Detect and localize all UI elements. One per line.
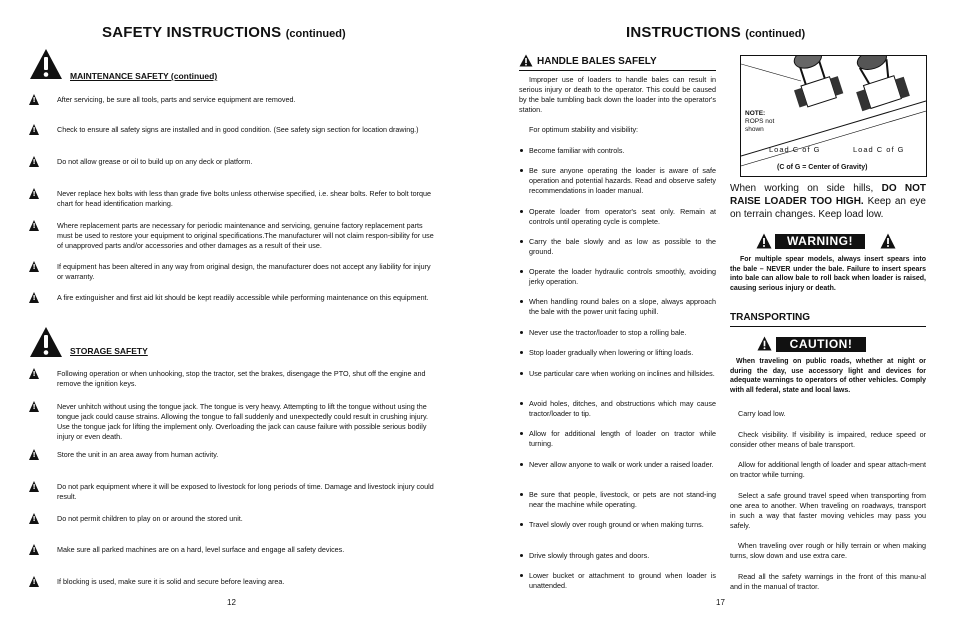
bullet-dot (520, 300, 523, 303)
bullet-dot (520, 331, 523, 334)
handle-bales-bullet: Carry the bale slowly and as low as possible to the ground. (529, 237, 716, 256)
loader-figure (740, 55, 927, 177)
handle-bales-bullet: When handling round bales on a slope, always approach the bale with the power unit facing uphill. (529, 297, 716, 316)
bullet-dot (520, 493, 523, 496)
storage-item: If blocking is used, make sure it is solid and secure before leaving area. (57, 577, 285, 586)
figure-caption: (C of G = Center of Gravity) (777, 164, 868, 171)
caution-label: CAUTION! (776, 337, 866, 352)
maintenance-item: If equipment has been altered in any way from original design, the manufacturer does not accept any liability for injury or warranty. (57, 262, 431, 281)
figure-load-cg-left: Load C of G (769, 145, 821, 154)
warning-triangle-icon (519, 54, 533, 67)
warning-sign-icon (29, 94, 39, 105)
transport-paragraph: Allow for additional length of loader and spear attach-ment on tractor while turning. (730, 460, 926, 479)
storage-item: Make sure all parked machines are on a hard, level surface and engage all safety devices. (57, 545, 345, 554)
transport-paragraph: Select a safe ground travel speed when transporting from one area to another. When traveling on roadways, transport in such a way that faster moving vehicles may pass you safely. (730, 491, 926, 530)
left-page-title: SAFETY INSTRUCTIONS (continued) (102, 24, 346, 41)
bullet-dot (520, 240, 523, 243)
transport-paragraph: Carry load low. (738, 409, 786, 418)
maintenance-safety-heading: MAINTENANCE SAFETY (continued) (70, 71, 218, 81)
handle-bales-bullet: Travel slowly over rough ground or when making turns. (529, 520, 704, 529)
storage-item: Do not permit children to play on or around the stored unit. (57, 514, 243, 523)
warning-label: WARNING! (775, 234, 865, 249)
handle-bales-intro-2: For optimum stability and visibility: (529, 125, 639, 134)
storage-safety-heading: STORAGE SAFETY (70, 346, 148, 356)
warning-sign-icon (29, 292, 39, 303)
warning-sign-icon (29, 368, 39, 379)
storage-item: Following operation or when unhooking, stop the tractor, set the brakes, disengage the PTO, shut off the engine and remove the ignition keys. (57, 369, 426, 388)
bullet-dot (520, 149, 523, 152)
figure-note: NOTE: ROPS not shown (745, 110, 775, 133)
handle-bales-bullet: Use particular care when working on inclines and hillsides. (529, 369, 715, 378)
handle-bales-bullet: Drive slowly through gates and doors. (529, 551, 650, 560)
handle-bales-bullet: Operate loader from operator's seat only. Remain at controls until operating cycle is complete. (529, 207, 716, 226)
warning-sign-icon (29, 124, 39, 135)
bullet-dot (520, 270, 523, 273)
transporting-rule (730, 326, 926, 327)
handle-bales-rule (519, 70, 716, 71)
maintenance-item: Do not allow grease or oil to build up on any deck or platform. (57, 157, 253, 166)
warning-triangle-icon (880, 233, 896, 249)
handle-bales-bullet: Operate the loader hydraulic controls smoothly, avoiding jerky operation. (529, 267, 716, 286)
warning-triangle-icon (29, 326, 63, 358)
handle-bales-bullet: Be sure anyone operating the loader is aware of safe operation and potential hazards. Read and observe safety recommendations in loader manual. (529, 166, 716, 195)
storage-item: Store the unit in an area away from human activity. (57, 450, 219, 459)
handle-bales-bullet: Allow for additional length of loader on tractor while turning. (529, 429, 716, 448)
warning-sign-icon (29, 513, 39, 524)
side-hills-text: When working on side hills, DO NOT RAISE LOADER TOO HIGH. Keep an eye on terrain changes. Keep load low. (730, 183, 927, 220)
warning-sign-icon (29, 261, 39, 272)
maintenance-item: Never replace hex bolts with less than grade five bolts unless otherwise specified, i.e. shear bolts. Refer to bolt torque chart for head identification marking. (57, 189, 431, 208)
handle-bales-bullet: Avoid holes, ditches, and obstructions which may cause tractor/loader to tip. (529, 399, 716, 418)
handle-bales-heading: HANDLE BALES SAFELY (537, 56, 657, 67)
maintenance-item: Check to ensure all safety signs are installed and in good condition. (See safety sign section for location drawing.) (57, 125, 419, 134)
transport-paragraph: When traveling over rough or hilly terrain or when making turns, slow down and use extra care. (730, 541, 926, 560)
warning-text: For multiple spear models, always insert spears into the bale – NEVER under the bale. Failure to insert spears into bale can allow bale to roll back when loader is raised, causing serious injury or death. (730, 256, 926, 292)
maintenance-item: A fire extinguisher and first aid kit should be kept readily accessible while performing maintenance on this equipment. (57, 293, 429, 302)
maintenance-item: After servicing, be sure all tools, parts and service equipment are removed. (57, 95, 296, 104)
bullet-dot (520, 372, 523, 375)
bullet-dot (520, 210, 523, 213)
warning-sign-icon (29, 156, 39, 167)
handle-bales-bullet: Stop loader gradually when lowering or lifting loads. (529, 348, 694, 357)
handle-bales-bullet: Never allow anyone to walk or work under a raised loader. (529, 460, 714, 469)
warning-sign-icon (29, 401, 39, 412)
warning-sign-icon (29, 481, 39, 492)
bullet-dot (520, 351, 523, 354)
right-page-title: INSTRUCTIONS (continued) (626, 24, 806, 41)
warning-triangle-icon (756, 233, 772, 249)
handle-bales-bullet: Be sure that people, livestock, or pets are not stand-ing near the machine while operating. (529, 490, 716, 509)
transporting-heading: TRANSPORTING (730, 312, 810, 323)
warning-sign-icon (29, 188, 39, 199)
handle-bales-bullet: Become familiar with controls. (529, 146, 625, 155)
warning-sign-icon (29, 449, 39, 460)
left-page-number: 12 (227, 598, 236, 607)
warning-triangle-icon (757, 336, 772, 351)
bullet-dot (520, 463, 523, 466)
bullet-dot (520, 574, 523, 577)
warning-sign-icon (29, 544, 39, 555)
transport-paragraph: Read all the safety warnings in the front of this manu-al and in the manual of tractor. (730, 572, 926, 591)
storage-item: Do not park equipment where it will be exposed to livestock for long periods of time. Damage and livestock injury could result. (57, 482, 434, 501)
handle-bales-bullet: Lower bucket or attachment to ground when loader is unattended. (529, 571, 716, 590)
warning-sign-icon (29, 576, 39, 587)
warning-sign-icon (29, 220, 39, 231)
bullet-dot (520, 554, 523, 557)
warning-triangle-icon (29, 48, 63, 80)
bullet-dot (520, 432, 523, 435)
caution-text: When traveling on public roads, whether at night or during the day, use accessory light and devices for adequate warnings to operators of other vehicles. Comply with all federal, state and local laws. (730, 358, 926, 394)
bullet-dot (520, 523, 523, 526)
handle-bales-bullet: Never use the tractor/loader to stop a rolling bale. (529, 328, 687, 337)
figure-load-cg-right: Load C of G (853, 145, 905, 154)
right-title-continued: (continued) (745, 28, 806, 40)
maintenance-item: Where replacement parts are necessary for periodic maintenance and servicing, genuine factory replacement parts must be used to restore your equipment to original specifications.The manufacturer will not claim respon-sibility for use of unapproved parts and/or accessories and other damages as a result of their use. (57, 221, 434, 250)
right-page-number: 17 (716, 598, 725, 607)
transport-paragraph: Check visibility. If visibility is impaired, reduce speed or consider other means of bale transport. (730, 430, 926, 449)
handle-bales-intro: Improper use of loaders to handle bales can result in serious injury or death to the operator. This could be caused by the bale tumbling back down the loader into the operator's station. (519, 75, 716, 114)
left-title-continued: (continued) (285, 28, 346, 40)
bullet-dot (520, 402, 523, 405)
bullet-dot (520, 169, 523, 172)
storage-item: Never unhitch without using the tongue jack. The tongue is very heavy. Attempting to lift the tongue without using the tongue jack could cause strains. Allowing the tongue to fall suddenly and unexpectedly could result in crushing injury. Use the tongue jack for lifting the implement only. Overloading the jack can cause failure with possible serious bodily injury or even death. (57, 402, 429, 441)
